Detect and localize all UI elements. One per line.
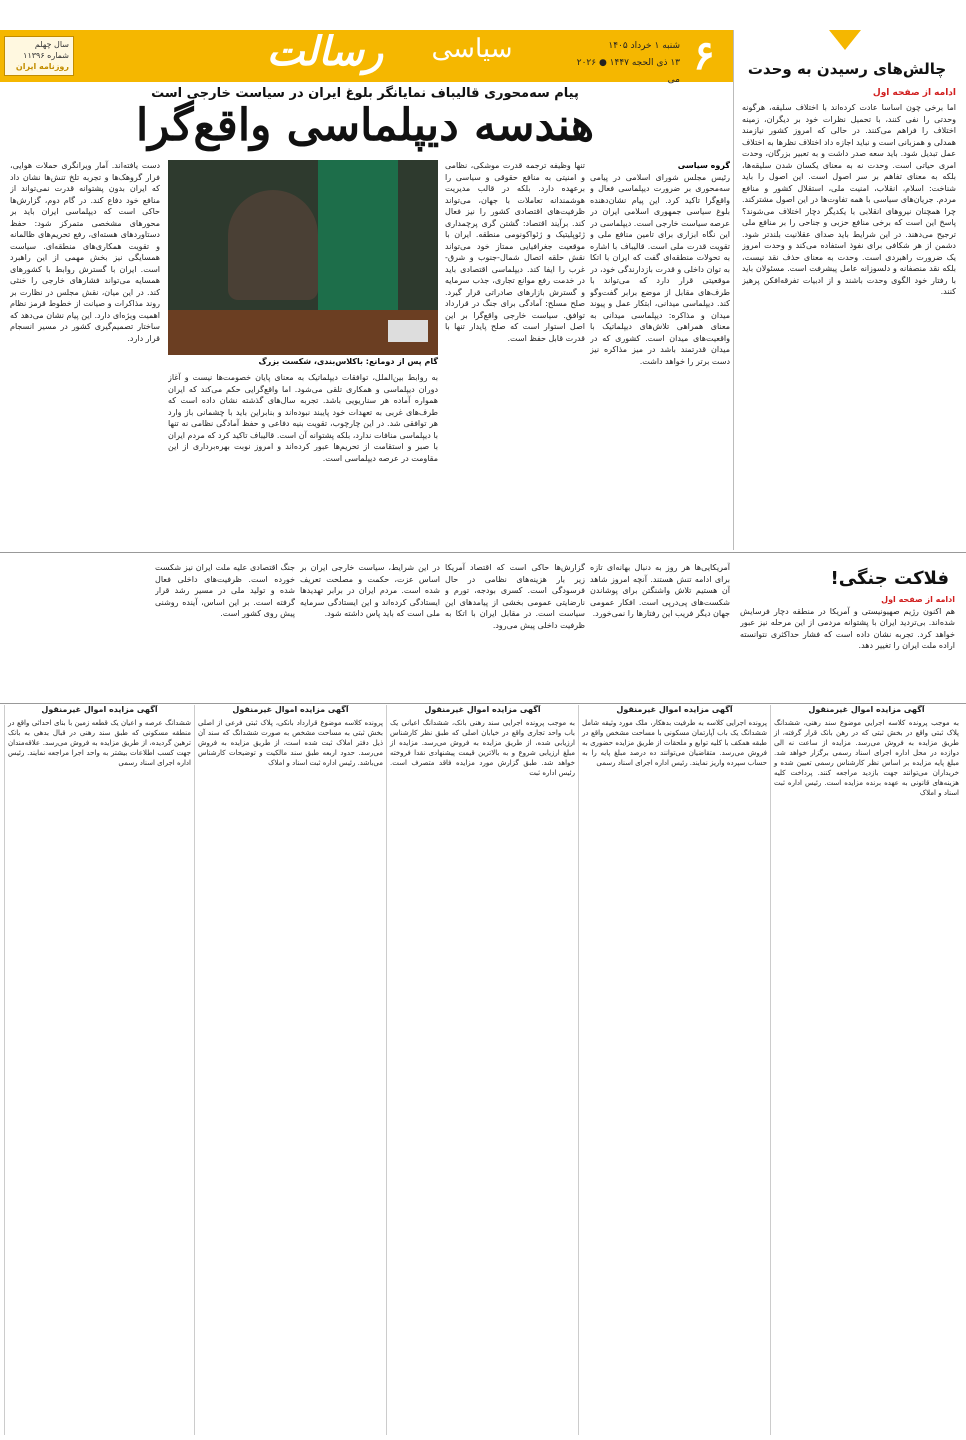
person-shape: [228, 190, 318, 300]
badge-year: سال چهلم: [34, 40, 69, 49]
article-column-2: تنها وظیفه ترجمه قدرت موشکی، نظامی و امنیتی به منافع حقوقی و سیاسی را برعهده دارد. بلکه در قالب مدیریت هوشمندانه تعاملات با جهان، می‌تواند ظرفیت‌های اقتصادی کشور را نیز فعال کند. برآیند اقتصاد: گشتن گری پرچمداری ژئوپلیتیک و ژئواکونومی منطقه. ایران با موقعیت جغرافیایی ممتاز خود می‌تواند نقش حلقه اتصال شمال-جنوب و شرق-غرب را ایفا کند. دیپلماسی اقتصادی باید در خدمت رفع موانع تجاری، جذب سرمایه و گسترش بازارهای صادراتی قرار گیرد. صلح مسلح: آمادگی برای جنگ در قرارداد توافق. سیاست خارجی واقع‌گرا بر این اصل استوار است که صلح پایدار تنها با قدرت قابل حفظ است.: [445, 161, 585, 343]
ad-body-2: پرونده اجرایی کلاسه به طرفیت بدهکار، ملک مورد وثیقه شامل ششدانگ یک باب آپارتمان مسکونی با مساحت مشخص واقع در طبقه همکف با کلیه توابع و ملحقات از طریق مزایده حضوری به فروش می‌رسد. متقاضیان می‌توانند ده درصد مبلغ پایه را به حساب سپرده واریز نمایند. رئیس اداره اجرای اسناد رسمی: [582, 719, 767, 767]
ads-divider: [0, 703, 966, 704]
article-column-4: دست یافته‌اند. آمار ویرانگری حملات هوایی، فرار گروهک‌ها و تجربه تلخ تنش‌ها نشان داد که ایران بدون پشتوانه قدرت نمی‌تواند از منافع خود دفاع کند. در گام دوم، گزارش‌ها حاکی است که دیپلماسی ایران باید بر محورهای مشخصی متمرکز شود: حفظ دستاوردهای هسته‌ای، رفع تحریم‌های ظالمانه و تقویت همکاری‌های منطقه‌ای. سیاست همسایگی نیز بخش مهمی از این راهبرد است. ایران با گسترش روابط با کشورهای همسایه می‌تواند فشارهای خارجی را خنثی کند. در این میان، نقش مجلس در نظارت بر روند مذاکرات و صیانت از خطوط قرمز نظام اهمیت ویژه‌ای دارد. این پیام نشان می‌دهد که ساختار تصمیم‌گیری کشور در مسیر انسجام قرار دارد.: [10, 161, 160, 343]
ad-block-1: [770, 705, 962, 1435]
badge-issue: شماره ۱۱۳۹۶: [23, 51, 69, 60]
second-article-column-4: در این شرایط، سیاست خارجی ایران بر اساس عزت، حکمت و مصلحت تعریف شده است. مردم ایران در برابر تهدیدها ایستادگی کرده‌اند و این ایستادگی سرمایه ملی است که باید پاس داشته شود.: [300, 563, 440, 618]
editorial-column: [733, 30, 962, 550]
ad-body-5: ششدانگ عرصه و اعیان یک قطعه زمین با بنای احداثی واقع در منطقه مسکونی که طبق سند رهنی در قبال بدهی به بانک ترهین گردیده، از طریق مزایده به فروش می‌رسد. علاقه‌مندان جهت کسب اطلاعات بیشتر به واحد اجرا مراجعه نمایند. رئیس اداره اجرای اسناد رسمی: [8, 719, 191, 767]
photo-caption: گام پس از دومانع: باکلاس‌بندی، شکست بزرگ: [258, 357, 438, 366]
ad-title-1: آگهی مزایده اموال غیرمنقول: [808, 705, 925, 714]
second-article-title: فلاکت جنگی!: [830, 568, 949, 589]
article-headline: هندسه دیپلماسی واقع‌گرا: [135, 100, 595, 151]
ad-block-4: [194, 705, 386, 1435]
newspaper-logo: رسالت: [266, 28, 384, 75]
second-article-column-5: جنگ اقتصادی علیه ملت ایران نیز شکست خورده است. ظرفیت‌های داخلی فعال شده و تولید ملی در مسیر رشد قرار گرفته است. بر این اساس، آینده روشنی پیش روی کشور است.: [155, 563, 295, 618]
ad-block-5: [4, 705, 194, 1435]
ads-section: [0, 705, 966, 1440]
ad-title-4: آگهی مزایده اموال غیرمنقول: [232, 705, 349, 714]
date-line-1: شنبه ۱ خرداد ۱۴۰۵: [608, 41, 680, 51]
article-column-1-text: رئیس مجلس شورای اسلامی در پیامی سه‌محوری بر ضرورت دیپلماسی فعال و واقع‌گرا تاکید کرد. این پیام نشان‌دهنده بلوغ سیاسی جمهوری اسلامی ایران در عرصه سیاست خارجی است. دیپلماسی در این نگاه ابزاری برای تامین منافع ملی و تقویت قدرت ملی است. قالیباف با اشاره به تحولات منطقه‌ای گفت که ایران با اتکا به توان داخلی و قدرت بازدارندگی خود، در موقعیتی قرار دارد که می‌تواند با طرف‌های مقابل از موضع برابر گفت‌وگو کند. دیپلماسی میدانی، ابتکار عمل و پیوند میدان و مذاکره: دیپلماسی میدانی به معنای همراهی تلاش‌های دیپلماتیک با واقعیت‌های میدان است. کشوری که در میدان قدرتمند باشد در میز مذاکره نیز دست برتر را خواهد داشت.: [590, 172, 730, 366]
ad-title-2: آگهی مزایده اموال غیرمنقول: [616, 705, 733, 714]
article-supra-title: پیام سه‌محوری قالیباف نمایانگر بلوغ ایران در سیاست خارجی است: [151, 86, 579, 101]
issue-badge: [4, 36, 74, 76]
article-photo: [168, 160, 438, 355]
ad-body-4: پرونده کلاسه موضوع قرارداد بانکی، پلاک ثبتی فرعی از اصلی بخش ثبتی به مساحت مشخص به صورت ششدانگ که سند آن ذیل دفتر املاک ثبت شده است، از طریق مزایده به فروش می‌رسد. حدود اربعه طبق سند مالکیت و توضیحات کارشناس می‌باشد. رئیس اداره ثبت اسناد و املاک: [198, 719, 383, 767]
section-title: سیاسی: [431, 34, 513, 64]
article-byline: گروه سیاسی: [677, 161, 730, 170]
ad-title-5: آگهی مزایده اموال غیرمنقول: [41, 705, 158, 714]
article-column-1: [590, 160, 730, 540]
editorial-title: چالش‌های رسیدن به وحدت: [747, 60, 947, 78]
date-line-2: ۱۳ ذی الحجه ۱۴۴۷ ● ۲۰۲۶ می: [576, 58, 680, 85]
arrow-down-icon: [829, 30, 861, 50]
ad-body-1: به موجب پرونده کلاسه اجرایی موضوع سند رهنی، ششدانگ پلاک ثبتی واقع در بخش ثبتی که در رهن بانک قرار گرفته، از طریق مزایده به فروش می‌رسد. مزایده از ساعت نه الی دوازده در محل اداره اجرای اسناد رسمی برگزار خواهد شد. مبلغ پایه مزایده بر اساس نظر کارشناس رسمی تعیین شده و خریداران می‌توانند جهت بازدید مراجعه کنند. پرداخت کلیه هزینه‌های قانونی به عهده برنده مزایده است. رئیس اداره ثبت اسناد و املاک: [774, 719, 959, 797]
second-article-column-1: [740, 594, 955, 699]
ad-block-3: [386, 705, 578, 1435]
ad-block-2: [578, 705, 770, 1435]
second-article-continue-label: ادامه از صفحه اول: [881, 595, 955, 604]
editorial-continue-label: ادامه از صفحه اول: [872, 88, 956, 98]
second-article-column-3: گزارش‌ها حاکی است که اقتصاد آمریکا زیر بار هزینه‌های نظامی در حال فرسودگی است. کسری بودجه، تورم و نارضایتی عمومی بخشی از پیامدهای این سیاست است. در مقابل ایران با اتکا به ظرفیت داخلی پیش می‌رود.: [445, 563, 585, 630]
section-divider: [0, 552, 966, 553]
date-block: [562, 38, 680, 89]
badge-name: روزنامه ایران: [15, 62, 69, 71]
editorial-body: اما برخی چون اساسا عادت کرده‌اند با اختلاف سلیقه، هرگونه وحدتی را نفی کنند، با تحمیل نظرات خود بر دیگران، زمینه اختلاف را فراهم می‌کنند. در حالی که امروز کشور نیازمند همدلی و همزبانی است و نباید اجازه داد اختلاف نظرها به اختلاف عمل تبدیل شود. باید سعه صدر داشت و به تعبیر بزرگان، وحدت امری حیاتی است. وحدت نه به معنای یکسان شدن سلیقه‌ها، بلکه به معنای تفاهم بر سر اصول است. این اصول را باید شناخت: اسلام، انقلاب، امنیت ملی، استقلال کشور و منافع مردم. جریان‌های سیاسی با همه تفاوت‌ها در این اصول مشترکند. چرا همچنان نیروهای انقلابی با یکدیگر دچار اختلاف می‌شوند؟ پاسخ این است که برخی منافع حزبی و جناحی را بر منافع ملی ترجیح می‌دهند. در این شرایط باید صدای عقلانیت بلندتر شود. دشمن از هر شکافی برای نفوذ استفاده می‌کند و وحدت امروز یک ضرورت راهبردی است. وحدت به معنای حذف نقد نیست، بلکه نقد منصفانه و دلسوزانه عامل پیشرفت است. مسئولان باید با رفتار خود الگوی وحدت باشند و از ادبیات تفرقه‌افکن پرهیز کنند.: [742, 103, 956, 296]
page-number: ۶: [693, 32, 715, 79]
second-article-column-1-text: هم اکنون رژیم صهیونیستی و آمریکا در منطقه دچار فرسایش شده‌اند. بی‌تردید ایران با پشتوانه مردمی از این مرحله نیز عبور خواهد کرد. تجربه نشان داده است که فشار حداکثری نتوانسته اراده ملت ایران را تغییر دهد.: [740, 606, 955, 650]
article-column-3: به روابط بین‌الملل، توافقات دیپلماتیک به معنای پایان خصومت‌ها نیست و آغاز دوران دیپلماسی و همکاری تلقی می‌شود. اما واقع‌گرایی حکم می‌کند که ایران همواره آماده هر سناریویی باشد. تجربه سال‌های گذشته نشان داده است که طرف‌های غربی به تعهدات خود پایبند نبوده‌اند و بنابراین باید با چشمانی باز وارد هر توافقی شد. در این چارچوب، تقویت بنیه دفاعی و حفظ آمادگی نظامی نه تنها با دیپلماسی منافات ندارد، بلکه پشتوانه آن است. قالیباف تاکید کرد که مردم ایران با صبر و استقامت از تحریم‌ها عبور کرده‌اند و امروز نوبت بهره‌برداری از این مقاومت در عرصه دیپلماسی است.: [168, 373, 438, 463]
screen-shape: [388, 320, 428, 342]
ad-title-3: آگهی مزایده اموال غیرمنقول: [424, 705, 541, 714]
second-article-column-2: آمریکایی‌ها هر روز به دنبال بهانه‌ای تازه برای ادامه تنش هستند. آنچه امروز شاهد آن هستیم تلاش واشنگتن برای پوشاندن شکست‌های پی‌درپی است. افکار عمومی جهان دیگر فریب این رفتارها را نمی‌خورد.: [590, 563, 730, 618]
ad-body-3: به موجب پرونده اجرایی سند رهنی بانک، ششدانگ اعیانی یک باب واحد تجاری واقع در خیابان اصلی که طبق نظر کارشناس ارزیابی شده، از طریق مزایده به فروش می‌رسد. مزایده از مبلغ ارزیابی شروع و به بالاترین قیمت پیشنهادی نقدا فروخته خواهد شد. طبق گزارش مورد مزایده فاقد متصرف است. رئیس اداره ثبت: [390, 719, 575, 777]
